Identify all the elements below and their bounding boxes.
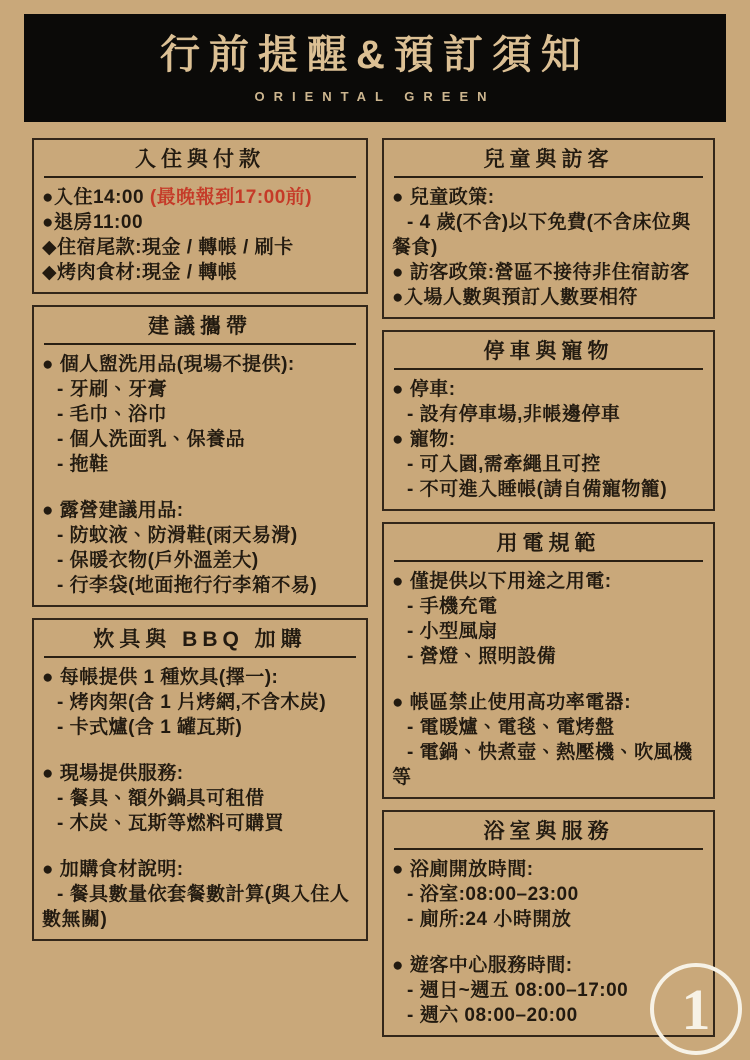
section-title: 兒童與訪客 xyxy=(483,148,614,171)
notice-line: ● 停車: xyxy=(392,379,456,400)
notice-subline: - 個人洗面乳、保養品 xyxy=(57,429,246,450)
notice-subline: - 週日~週五 08:00–17:00 xyxy=(407,980,629,1001)
title-underline xyxy=(44,343,356,345)
section-box xyxy=(32,618,368,941)
alert-text: (最晚報到17:00前) xyxy=(149,187,313,208)
spacer xyxy=(392,669,705,690)
notice-line: ● 僅提供以下用途之用電: xyxy=(392,571,612,592)
page-title: 行前提醒&預訂須知 xyxy=(160,32,590,77)
page-number-badge xyxy=(650,963,742,1055)
section-items xyxy=(384,377,713,509)
title-underline xyxy=(394,848,703,850)
notice-subline: - 木炭、瓦斯等燃料可購買 xyxy=(57,813,285,834)
notice-subline: - 行李袋(地面拖行行李箱不易) xyxy=(57,575,318,596)
section-box xyxy=(32,138,368,294)
column-left xyxy=(32,138,368,952)
title-underline xyxy=(44,656,356,658)
notice-subline: - 卡式爐(含 1 罐瓦斯) xyxy=(57,717,243,738)
notice-subline: - 拖鞋 xyxy=(57,454,109,475)
column-right xyxy=(382,138,715,1048)
notice-subline: - 餐具數量依套餐數計算(與入住人數無關) xyxy=(42,884,350,930)
notice-line: ● 現場提供服務: xyxy=(42,763,184,784)
title-underline xyxy=(394,176,703,178)
section-items xyxy=(384,185,713,317)
notice-line: ●入場人數與預訂人數要相符 xyxy=(392,287,638,308)
notice-subline: - 4 歲(不含)以下免費(不含床位與餐食) xyxy=(392,212,691,258)
title-underline xyxy=(44,176,356,178)
notice-subline: - 烤肉架(含 1 片烤網,不含木炭) xyxy=(57,692,327,713)
notice-line: ●退房11:00 xyxy=(42,212,144,233)
notice-text: ●入住14:00 xyxy=(42,187,150,208)
section-items xyxy=(384,569,713,797)
section-box xyxy=(382,330,715,511)
spacer xyxy=(42,836,358,857)
notice-line: ● 浴廁開放時間: xyxy=(392,859,534,880)
notice-subline: - 設有停車場,非帳邊停車 xyxy=(407,404,621,425)
title-underline xyxy=(394,560,703,562)
notice-subline: - 毛巾、浴巾 xyxy=(57,404,168,425)
notice-subline: - 牙刷、牙膏 xyxy=(57,379,168,400)
section-title: 浴室與服務 xyxy=(483,820,614,843)
notice-subline: - 營燈、照明設備 xyxy=(407,646,557,667)
section-box xyxy=(382,522,715,799)
section-title: 炊具與 BBQ 加購 xyxy=(93,628,307,651)
notice-subline: - 浴室:08:00–23:00 xyxy=(407,884,579,905)
notice-line: ● 每帳提供 1 種炊具(擇一): xyxy=(42,667,279,688)
section-box xyxy=(32,305,368,607)
notice-line: ● 帳區禁止使用高功率電器: xyxy=(392,692,632,713)
section-title: 停車與寵物 xyxy=(483,340,614,363)
notice-subline: - 小型風扇 xyxy=(407,621,498,642)
notice-subline: - 不可進入睡帳(請自備寵物籠) xyxy=(407,479,668,500)
notice-subline: - 手機充電 xyxy=(407,596,498,617)
notice-line: ● 遊客中心服務時間: xyxy=(392,955,573,976)
spacer xyxy=(42,740,358,761)
notice-line xyxy=(42,185,358,210)
section-items xyxy=(34,352,366,605)
section-title: 用電規範 xyxy=(496,532,601,555)
notice-subline: - 電鍋、快煮壺、熱壓機、吹風機等 xyxy=(392,742,693,788)
section-items xyxy=(34,185,366,292)
section-title: 入住與付款 xyxy=(135,148,265,171)
section-items xyxy=(34,665,366,939)
notice-line: ◆烤肉食材:現金 / 轉帳 xyxy=(42,262,238,283)
spacer xyxy=(42,477,358,498)
notice-subline: - 週六 08:00–20:00 xyxy=(407,1005,578,1026)
notice-subline: - 保暖衣物(戶外溫差大) xyxy=(57,550,259,571)
page-number: 1 xyxy=(681,976,711,1042)
notice-line: ● 露營建議用品: xyxy=(42,500,184,521)
notice-subline: - 餐具、額外鍋具可租借 xyxy=(57,788,265,809)
notice-subline: - 防蚊液、防滑鞋(雨天易滑) xyxy=(57,525,298,546)
spacer xyxy=(392,932,705,953)
notice-subline: - 廁所:24 小時開放 xyxy=(407,909,572,930)
section-title: 建議攜帶 xyxy=(148,315,252,338)
title-underline xyxy=(394,368,703,370)
page-subtitle: ORIENTAL GREEN xyxy=(254,88,496,104)
notice-line: ◆住宿尾款:現金 / 轉帳 / 刷卡 xyxy=(42,237,294,258)
notice-line: ● 寵物: xyxy=(392,429,456,450)
notice-subline: - 可入園,需牽繩且可控 xyxy=(407,454,601,475)
notice-line: ● 訪客政策:營區不接待非住宿訪客 xyxy=(392,262,690,283)
section-box xyxy=(382,138,715,319)
flyer-header xyxy=(24,14,726,122)
notice-line: ● 個人盥洗用品(現場不提供): xyxy=(42,354,295,375)
notice-line: ● 兒童政策: xyxy=(392,187,495,208)
notice-line: ● 加購食材說明: xyxy=(42,859,184,880)
notice-subline: - 電暖爐、電毯、電烤盤 xyxy=(407,717,615,738)
